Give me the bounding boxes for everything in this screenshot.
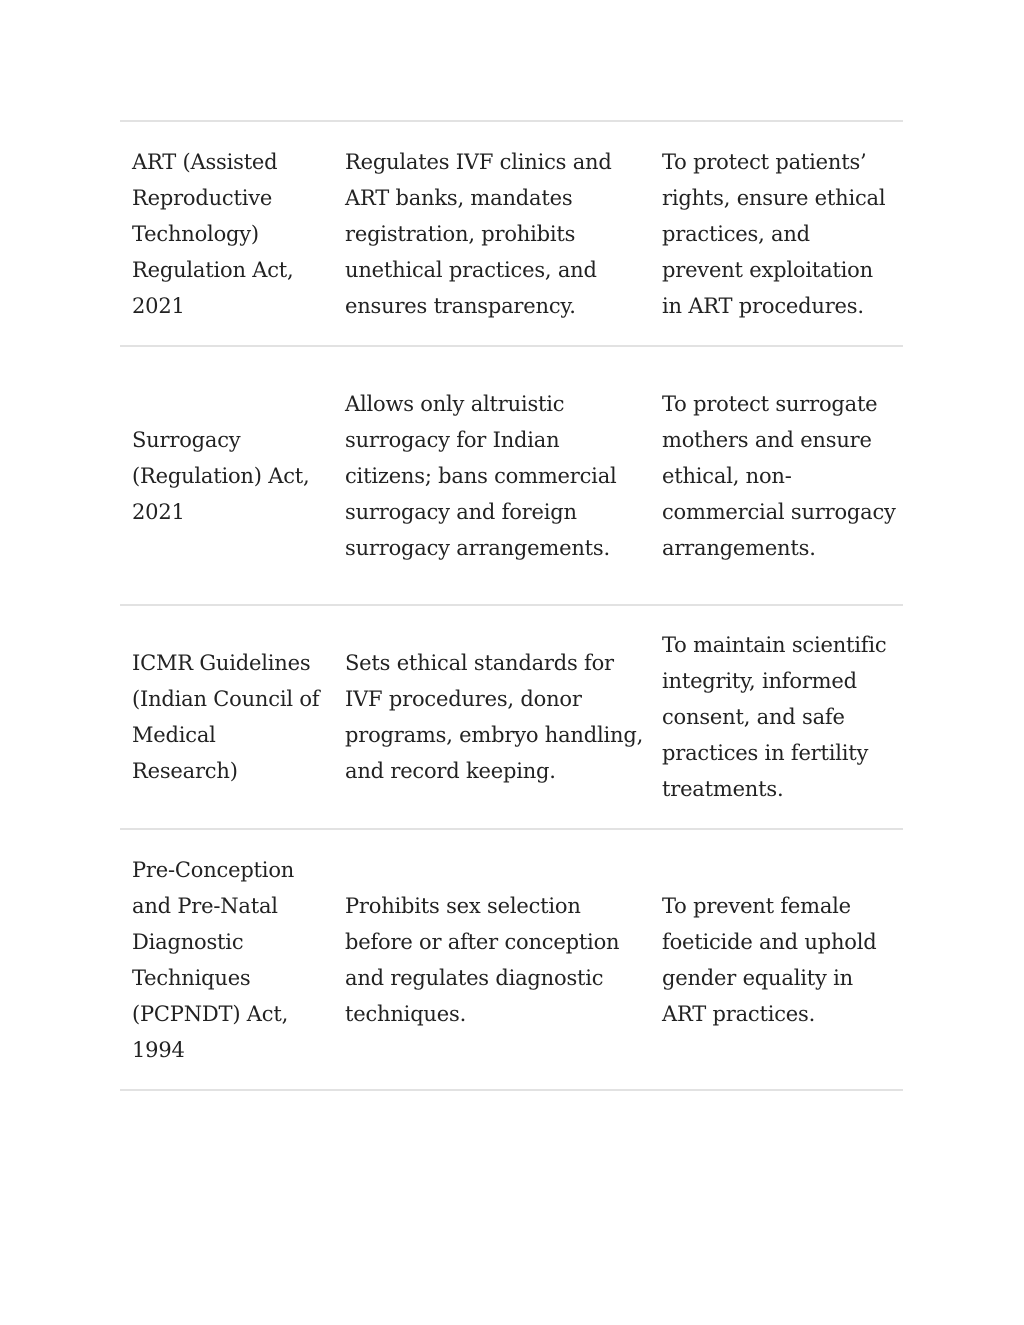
provisions-text: Allows only altruistic surrogacy for Indian citizens; bans commercial surrogacy and foreign surrogacy arrangements. [345,391,617,560]
purpose-cell [650,830,903,1089]
table-row [120,830,903,1091]
law-name: ICMR Guidelines (Indian Council of Medical Research) [132,651,320,783]
law-name: Surrogacy (Regulation) Act, 2021 [132,427,310,524]
provisions-text: Regulates IVF clinics and ART banks, mandates registration, prohibits unethical practices, and ensures transparency. [345,149,612,318]
law-name: ART (Assisted Reproductive Technology) Regulation Act, 2021 [132,149,294,318]
law-cell [120,606,333,828]
purpose-cell [650,606,903,828]
purpose-text: To protect patients’ rights, ensure ethical practices, and prevent exploitation in ART procedures. [662,149,886,318]
table-row [120,122,903,347]
provisions-cell [333,122,650,345]
purpose-cell [650,122,903,345]
law-cell [120,830,333,1089]
table-row [120,347,903,606]
provisions-cell [333,606,650,828]
provisions-cell [333,347,650,604]
law-name: Pre-Conception and Pre-Natal Diagnostic Techniques (PCPNDT) Act, 1994 [132,857,295,1062]
provisions-cell [333,830,650,1089]
table-row [120,606,903,830]
purpose-cell [650,347,903,604]
provisions-text: Sets ethical standards for IVF procedures, donor programs, embryo handling, and record keeping. [345,651,644,783]
regulations-table [120,120,903,1091]
purpose-text: To prevent female foeticide and uphold gender equality in ART practices. [662,893,877,1026]
purpose-text: To protect surrogate mothers and ensure ethical, non-commercial surrogacy arrangements. [662,391,896,560]
purpose-text: To maintain scientific integrity, informed consent, and safe practices in fertility treatments. [662,633,887,801]
law-cell [120,347,333,604]
law-cell [120,122,333,345]
provisions-text: Prohibits sex selection before or after conception and regulates diagnostic techniques. [345,893,620,1026]
